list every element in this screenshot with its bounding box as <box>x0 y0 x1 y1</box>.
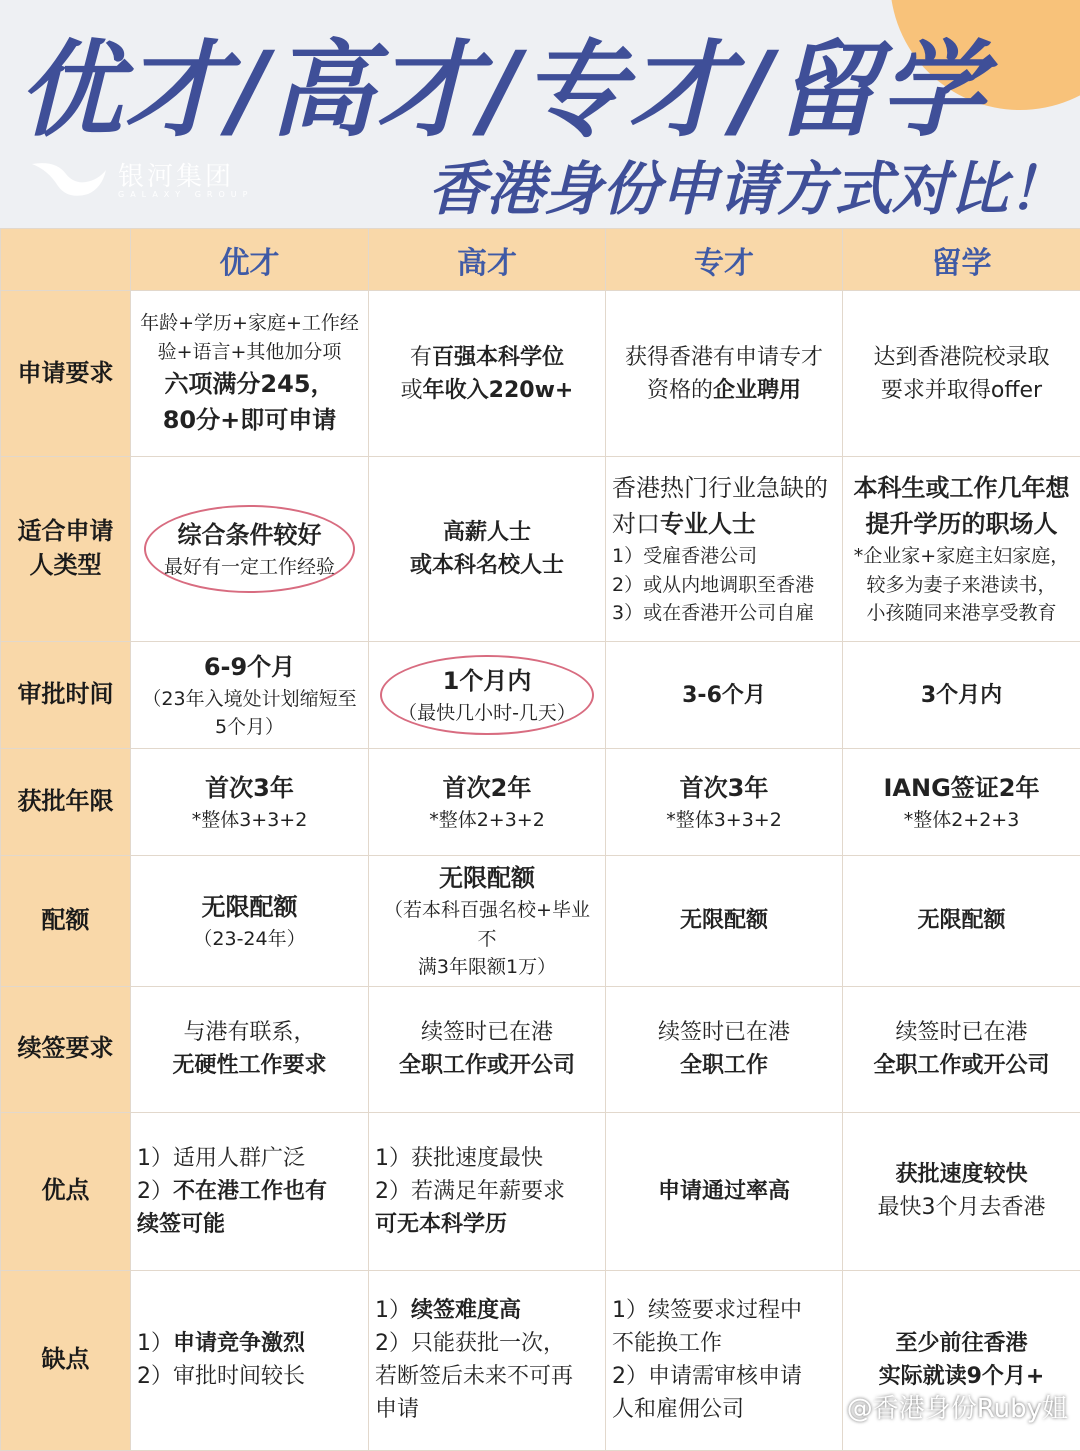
cell-text: 小孩随同来港享受教育 <box>849 599 1074 628</box>
cell-text: 要求并取得offer <box>849 374 1074 407</box>
cell-text-bold: 80分+即可申请 <box>137 402 362 438</box>
cell-text: *整体2+2+3 <box>849 806 1074 835</box>
cell-text: 年龄+学历+家庭+工作经 <box>137 309 362 338</box>
highlight-circle <box>380 655 594 736</box>
table-row <box>1 749 1080 856</box>
cell-text-bold: 6-9个月 <box>137 649 362 685</box>
logo-text: 银河集团 <box>118 156 234 193</box>
cell-text: 达到香港院校录取 <box>849 341 1074 374</box>
cell-text-bold: 六项满分245， <box>137 366 362 402</box>
cell-text: 满3年限额1万） <box>375 953 599 982</box>
cell-text-bold: 百强本科学位 <box>432 345 564 370</box>
cell-text: 最快3个月去香港 <box>849 1191 1074 1224</box>
cell-text: （23-24年） <box>137 925 362 954</box>
cell-text: 申请 <box>375 1393 599 1426</box>
cell-text-bold: 全职工作或开公司 <box>375 1049 599 1082</box>
cell-text: 2）审批时间较长 <box>137 1360 362 1393</box>
cell-text: 续签时已在港 <box>849 1016 1074 1049</box>
cell-text-bold: 全职工作或开公司 <box>849 1049 1074 1082</box>
comparison-table <box>0 228 1080 1451</box>
row-header: 续签要求 <box>1 986 131 1112</box>
table-cell <box>606 291 843 457</box>
cell-text: 1）受雇香港公司 <box>612 542 836 571</box>
cell-text: 最好有一定工作经验 <box>164 553 335 582</box>
column-header-gaocai: 高才 <box>369 229 606 291</box>
row-header: 优点 <box>1 1112 131 1270</box>
cell-text-bold: 年收入220w+ <box>423 378 574 403</box>
cell-text: 若断签后未来不可再 <box>375 1360 599 1393</box>
table-cell <box>843 1112 1080 1270</box>
cell-text: 3）或在香港开公司自雇 <box>612 599 836 628</box>
table-cell <box>131 856 369 987</box>
cell-text: 2） <box>137 1179 173 1204</box>
row-header <box>1 457 131 642</box>
table-cell <box>606 1270 843 1450</box>
cell-text: （最快几小时-几天） <box>398 699 576 728</box>
cell-text-bold: 专业人士 <box>660 510 756 538</box>
cell-text: 不能换工作 <box>612 1327 836 1360</box>
table-cell <box>369 291 606 457</box>
table-cell: 无限配额 <box>606 856 843 987</box>
cell-text: 较多为妻子来港读书， <box>849 571 1074 600</box>
cell-text: *企业家+家庭主妇家庭， <box>849 542 1074 571</box>
table-cell <box>606 457 843 642</box>
logo <box>28 150 268 210</box>
cell-text: 或 <box>401 378 423 403</box>
whale-logo-icon <box>28 150 108 210</box>
cell-text: 获得香港有申请专才 <box>612 341 836 374</box>
cell-text: 1） <box>375 1298 411 1323</box>
table-cell <box>131 457 369 642</box>
row-header-line: 适合申请 <box>7 515 124 549</box>
row-header: 获批年限 <box>1 749 131 856</box>
cell-text: 1） <box>137 1331 173 1356</box>
cell-text: *整体3+3+2 <box>137 806 362 835</box>
cell-text: 2）只能获批一次， <box>375 1327 599 1360</box>
table-cell <box>131 642 369 749</box>
cell-text-bold: 续签可能 <box>137 1208 362 1241</box>
table-row <box>1 856 1080 987</box>
table-cell <box>369 986 606 1112</box>
table-cell <box>369 749 606 856</box>
table-cell <box>843 986 1080 1112</box>
cell-text: 1）续签要求过程中 <box>612 1294 836 1327</box>
cell-text-bold: 或本科名校人士 <box>375 549 599 582</box>
cell-text-bold: 无限配额 <box>375 860 599 896</box>
cell-text-bold: 申请竞争激烈 <box>173 1331 305 1356</box>
table-cell <box>369 1112 606 1270</box>
row-header: 申请要求 <box>1 291 131 457</box>
highlight-circle <box>144 505 355 594</box>
cell-text-bold: IANG签证2年 <box>849 770 1074 806</box>
page-title: 优才/高才/专才/留学 <box>18 6 986 156</box>
row-header: 审批时间 <box>1 642 131 749</box>
cell-text: 续签时已在港 <box>375 1016 599 1049</box>
column-header-zhuancai: 专才 <box>606 229 843 291</box>
cell-text: 与港有联系， <box>137 1016 362 1049</box>
cell-text-bold: 首次3年 <box>612 770 836 806</box>
table-row <box>1 1112 1080 1270</box>
cell-text-bold: 高薪人士 <box>375 516 599 549</box>
cell-text-bold: 企业聘用 <box>713 378 801 403</box>
cell-text-bold: 首次2年 <box>375 770 599 806</box>
cell-text-bold: 实际就读9个月+ <box>849 1360 1074 1393</box>
row-header: 配额 <box>1 856 131 987</box>
table-cell: 无限配额 <box>843 856 1080 987</box>
table-cell: 申请通过率高 <box>606 1112 843 1270</box>
cell-text: 5个月） <box>137 713 362 742</box>
cell-text: *整体3+3+2 <box>612 806 836 835</box>
logo-subtext: GALAXY GROUP <box>118 190 253 199</box>
page-subtitle: 香港身份申请方式对比！ <box>428 142 1066 226</box>
table-cell <box>606 749 843 856</box>
table-cell: 3-6个月 <box>606 642 843 749</box>
table-row <box>1 291 1080 457</box>
table-cell <box>369 457 606 642</box>
table-cell <box>843 457 1080 642</box>
cell-text-bold: 全职工作 <box>612 1049 836 1082</box>
cell-text: 续签时已在港 <box>612 1016 836 1049</box>
cell-text-bold: 不在港工作也有 <box>173 1179 327 1204</box>
cell-text-bold: 续签难度高 <box>411 1298 521 1323</box>
cell-text-bold: 无硬性工作要求 <box>137 1049 362 1082</box>
row-header: 缺点 <box>1 1270 131 1450</box>
cell-text-bold: 无限配额 <box>137 889 362 925</box>
column-header-liuxue: 留学 <box>843 229 1080 291</box>
cell-text-bold: 首次3年 <box>137 770 362 806</box>
cell-text-bold: 本科生或工作几年想 <box>849 470 1074 506</box>
table-cell <box>369 1270 606 1450</box>
cell-text: （若本科百强名校+毕业不 <box>375 896 599 953</box>
watermark: @香港身份Ruby姐 <box>847 1388 1068 1425</box>
table-cell <box>369 856 606 987</box>
cell-text-bold: 综合条件较好 <box>164 517 335 553</box>
cell-text-bold: 可无本科学历 <box>375 1208 599 1241</box>
table-row <box>1 457 1080 642</box>
cell-text: 1）获批速度最快 <box>375 1142 599 1175</box>
column-header-youcai: 优才 <box>131 229 369 291</box>
cell-text: 2）申请需审核申请 <box>612 1360 836 1393</box>
cell-text-bold: 获批速度较快 <box>849 1158 1074 1191</box>
header <box>0 0 1080 228</box>
cell-text: 有 <box>410 345 432 370</box>
cell-text: 2）若满足年薪要求 <box>375 1175 599 1208</box>
table-cell <box>606 986 843 1112</box>
cell-text-bold: 提升学历的职场人 <box>849 506 1074 542</box>
corner-cell <box>1 229 131 291</box>
table-cell <box>131 749 369 856</box>
cell-text: 人和雇佣公司 <box>612 1393 836 1426</box>
table-cell <box>131 1270 369 1450</box>
cell-text: 香港热门行业急缺的 <box>612 470 836 506</box>
table-row <box>1 642 1080 749</box>
cell-text: （23年入境处计划缩短至 <box>137 685 362 714</box>
table-cell: 3个月内 <box>843 642 1080 749</box>
row-header-line: 人类型 <box>7 549 124 583</box>
cell-text: *整体2+3+2 <box>375 806 599 835</box>
cell-text-bold: 至少前往香港 <box>849 1327 1074 1360</box>
table-cell <box>843 749 1080 856</box>
cell-text: 验+语言+其他加分项 <box>137 338 362 367</box>
table-row <box>1 986 1080 1112</box>
cell-text: 1）适用人群广泛 <box>137 1142 362 1175</box>
table-cell <box>369 642 606 749</box>
cell-text: 资格的 <box>647 378 713 403</box>
table-cell <box>843 291 1080 457</box>
cell-text: 对口 <box>612 510 660 538</box>
table-cell <box>131 1112 369 1270</box>
table-header-row <box>1 229 1080 291</box>
table-cell <box>131 291 369 457</box>
table-cell <box>131 986 369 1112</box>
cell-text-bold: 1个月内 <box>398 663 576 699</box>
cell-text: 2）或从内地调职至香港 <box>612 571 836 600</box>
